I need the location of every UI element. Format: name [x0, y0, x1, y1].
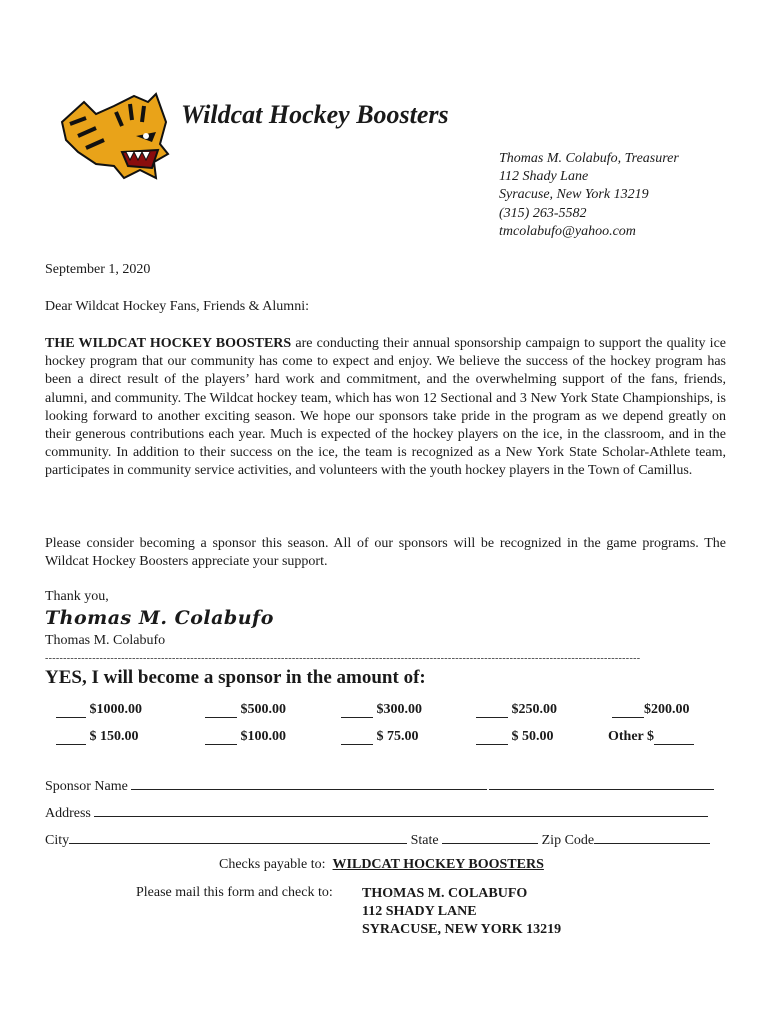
- amount-option[interactable]: [476, 702, 557, 718]
- signer-name: Thomas M. Colabufo: [45, 633, 166, 648]
- sponsor-name-label: Sponsor Name: [45, 779, 128, 794]
- amount-option[interactable]: [612, 702, 690, 718]
- contact-city: Syracuse, New York 13219: [499, 187, 649, 203]
- city-row: [45, 831, 710, 849]
- contact-street: 112 Shady Lane: [499, 169, 589, 185]
- state-field[interactable]: [442, 831, 538, 844]
- checks-payable-line: [219, 857, 544, 873]
- amount-label: $ 150.00: [89, 729, 139, 744]
- form-heading: YES, I will become a sponsor in the amount of:: [45, 667, 426, 688]
- contact-name: Thomas M. Colabufo, Treasurer: [499, 151, 679, 166]
- mail-address-street: 112 SHADY LANE: [362, 904, 477, 920]
- sponsor-name-field-extra[interactable]: [489, 777, 714, 790]
- amount-blank[interactable]: [612, 707, 644, 718]
- city-label: City: [45, 833, 70, 848]
- mail-address: [362, 885, 561, 940]
- amount-label: $ 50.00: [511, 729, 554, 744]
- paragraph-1-body: are conducting their annual sponsorship campaign to support the quality ice hockey program that our community has come to expect and enjoy. We believe the success of the hockey program has been a direct result of the players’ hard work and commitment, and the overwhelming support of the fans, friends, alumni, and community. The Wildcat hockey team, which has won 12 Sectional and 3 New York State Championships, is looking forward to another exciting season. We hope our sponsors take pride in the program as we depend greatly on their generous contributions each year. Much is expected of the hockey players on the ice, in the classroom, and in the community. In addition to their success on the ice, the team is recognized as a New York State Scholar-Athlete team, participates in community service activities, and volunteers with the youth hockey players in the Town of Camillus.: [45, 336, 727, 479]
- mail-address-city: SYRACUSE, NEW YORK 13219: [362, 922, 562, 938]
- org-title: Wildcat Hockey Boosters: [181, 100, 449, 129]
- cut-line: --------------------------------------------------------------------------------------------------------------------------------------------------------------------: [45, 653, 641, 664]
- other-amount-label: Other $: [608, 729, 655, 744]
- amount-option[interactable]: [341, 729, 419, 745]
- paragraph-2: Please consider becoming a sponsor this season. All of our sponsors will be recognized in the game programs. The Wildcat Hockey Boosters appreciate your support.: [45, 536, 726, 570]
- amount-blank[interactable]: [56, 707, 86, 718]
- signature: Thomas M. Colabufo: [45, 607, 274, 629]
- sponsor-name-field[interactable]: [131, 777, 487, 790]
- zip-label: Zip Code: [541, 833, 595, 848]
- amount-label: $200.00: [644, 702, 690, 717]
- amount-blank[interactable]: [56, 734, 86, 745]
- amount-option[interactable]: [205, 702, 286, 718]
- address-row: [45, 804, 708, 822]
- amount-option[interactable]: [56, 729, 139, 745]
- amount-label: $300.00: [376, 702, 422, 717]
- zip-field[interactable]: [594, 831, 710, 844]
- amount-option[interactable]: [205, 729, 286, 745]
- amount-blank[interactable]: [205, 707, 237, 718]
- wildcat-head-icon: [56, 92, 172, 184]
- other-amount-option[interactable]: [608, 729, 694, 745]
- mail-label: Please mail this form and check to:: [136, 885, 333, 900]
- contact-block: [499, 150, 679, 241]
- amount-label: $ 75.00: [376, 729, 419, 744]
- amount-label: $500.00: [240, 702, 286, 717]
- salutation: Dear Wildcat Hockey Fans, Friends & Alumni:: [45, 299, 309, 314]
- amount-blank[interactable]: [476, 707, 508, 718]
- amount-option[interactable]: [341, 702, 422, 718]
- amount-blank[interactable]: [341, 707, 373, 718]
- letter-date: September 1, 2020: [45, 262, 151, 277]
- amount-label: $250.00: [511, 702, 557, 717]
- other-amount-blank[interactable]: [654, 734, 694, 745]
- amount-option[interactable]: [56, 702, 142, 718]
- amount-blank[interactable]: [341, 734, 373, 745]
- sponsor-name-row: [45, 777, 714, 795]
- paragraph-1: [45, 335, 726, 481]
- org-name-bold: THE WILDCAT HOCKEY BOOSTERS: [45, 336, 292, 351]
- checks-label: Checks payable to:: [219, 857, 326, 872]
- mail-address-name: THOMAS M. COLABUFO: [362, 886, 528, 901]
- contact-phone: (315) 263-5582: [499, 205, 587, 221]
- address-field[interactable]: [94, 804, 708, 817]
- contact-email: tmcolabufo@yahoo.com: [499, 223, 636, 239]
- checks-payee: WILDCAT HOCKEY BOOSTERS: [332, 857, 544, 872]
- amount-blank[interactable]: [205, 734, 237, 745]
- amount-blank[interactable]: [476, 734, 508, 745]
- state-label: State: [410, 833, 439, 848]
- amount-label: $100.00: [240, 729, 286, 744]
- city-field[interactable]: [69, 831, 407, 844]
- closing: Thank you,: [45, 589, 109, 604]
- amount-option[interactable]: [476, 729, 554, 745]
- address-label: Address: [45, 806, 91, 821]
- amount-label: $1000.00: [89, 702, 142, 717]
